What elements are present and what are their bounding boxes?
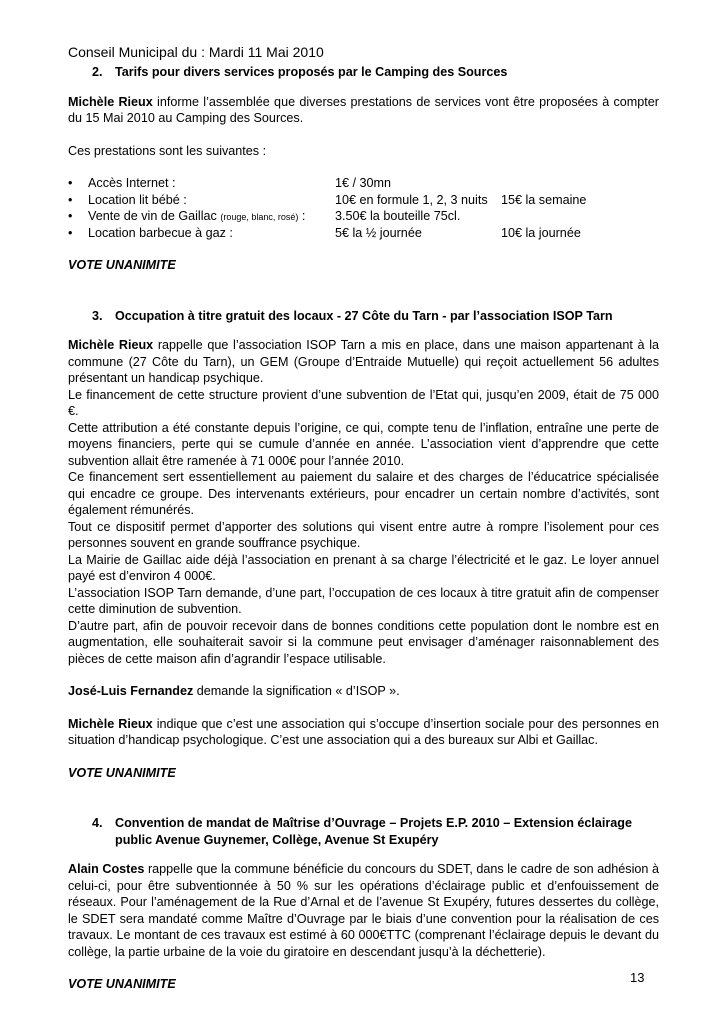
paragraph — [68, 337, 659, 387]
paragraph — [68, 861, 659, 960]
bullet: • — [68, 225, 73, 240]
section-number: 4. — [92, 816, 103, 830]
section-3-title — [92, 308, 659, 325]
paragraph-text: informe l’assemblée que diverses prestations de services vont être proposées à compter du 15 Mai 2010 au Camping des Sources. — [68, 94, 659, 125]
bullet: • — [68, 192, 73, 207]
paragraph: Le financement de cette structure provient d’une subvention de l’Etat qui, jusqu’en 2009, était de 75 000 €. — [68, 387, 659, 418]
section-number: 3. — [92, 308, 103, 323]
paragraph — [68, 716, 659, 749]
item-label-note: (rouge, blanc, rosé) — [220, 212, 299, 222]
item-price: 10€ en formule 1, 2, 3 nuits — [335, 192, 488, 207]
paragraph: L’association ISOP Tarn demande, d’une part, l’occupation de ces locaux à titre gratuit afin de compenser cette diminution de subvention. — [68, 585, 659, 616]
document-page — [68, 43, 659, 1027]
item-extra: 10€ la journée — [501, 225, 581, 240]
speaker-name: Michèle Rieux — [68, 338, 154, 352]
paragraph: D’autre part, afin de pouvoir recevoir dans de bonnes conditions cette population dont le nombre est en augmentation, elle souhaiterait savoir si la commune peut envisager d’aménager raisonnablement des pièces de cette maison afin d’agrandir l’espace utilisable. — [68, 618, 659, 666]
list-intro: Ces prestations sont les suivantes : — [68, 143, 267, 158]
item-extra — [501, 175, 659, 192]
section-number: 2. — [92, 65, 103, 79]
paragraph-text: rappelle que l’association ISOP Tarn a mis en place, dans une maison appartenant à la commune (27 Côte du Tarn), un GEM (Groupe d’Entraide Mutuelle) qui reçoit actuellement 56 adultes présentant un handicap psychique. — [68, 338, 659, 385]
item-price: 3.50€ la bouteille 75cl. — [335, 209, 461, 223]
speaker-name: José-Luis Fernandez — [68, 684, 194, 698]
price-list — [68, 175, 659, 241]
section-2-title — [92, 64, 659, 81]
bullet: • — [68, 209, 73, 223]
speaker-name: Alain Costes — [68, 862, 145, 876]
paragraph-text: rappelle que la commune bénéficie du concours du SDET, dans le cadre de son adhésion à celui-ci, pour être subventionnée à 50 % sur les opérations d’éclairage public et d’enfouissement de réseaux. Pour l’aménagement de la Rue d’Arnal et de l’avenue St Exupéry, futures dessertes du collège, le SDET sera mandaté comme Maître d’Ouvrage par le biais d’une convention pour la réalisation de ces travaux. Le montant de ces travaux est estimé à 60 000€TTC (comprenant l’éclairage depuis le devant du collège, la partie urbaine de la voie du giratoire en descendant jusqu’à la déchetterie). — [68, 862, 659, 959]
paragraph-text: demande la signification « d’ISOP ». — [193, 684, 400, 698]
vote-result: VOTE UNANIMITE — [68, 765, 176, 780]
item-extra — [501, 208, 659, 225]
vote-result: VOTE UNANIMITE — [68, 258, 176, 272]
speaker-name: Michèle Rieux — [68, 716, 153, 731]
item-label: Location barbecue à gaz : — [88, 225, 233, 240]
paragraph: Cette attribution a été constante depuis l’origine, ce qui, compte tenu de l’inflation, entraîne une perte de moyens financiers, perte qui se cumule d’année en année. L’association vient d’apprendre que cette subvention allait être ramenée à 71 000€ pour l’année 2010. — [68, 420, 659, 468]
page-header: Conseil Municipal du : Mardi 11 Mai 2010 — [68, 44, 324, 60]
bullet: • — [68, 176, 73, 190]
list-item — [68, 175, 659, 192]
page-number: 13 — [630, 970, 645, 985]
list-item — [68, 192, 659, 209]
item-label: Vente de vin de Gaillac — [88, 209, 217, 223]
section-heading: Occupation à titre gratuit des locaux - 27 Côte du Tarn - par l’association ISOP Tarn — [115, 308, 613, 323]
item-price: 1€ / 30mn — [335, 176, 392, 190]
paragraph — [68, 94, 659, 127]
vote-result: VOTE UNANIMITE — [68, 977, 176, 991]
item-price: 5€ la ½ journée — [335, 225, 422, 240]
paragraph: Tout ce dispositif permet d’apporter des solutions qui visent entre autre à rompre l’isolement pour ces personnes souvent en grande souffrance psychique. — [68, 519, 659, 550]
item-label: Accès Internet : — [88, 176, 176, 190]
item-extra: 15€ la semaine — [501, 192, 587, 207]
paragraph: Ce financement sert essentiellement au paiement du salaire et des charges de l’éducatrice spécialisée qui encadre ce groupe. Des intervenants extérieurs, pour encadrer un certain nombre d’activités, sont également rémunérés. — [68, 470, 659, 517]
list-item — [68, 208, 659, 225]
paragraph-text: indique que c’est une association qui s’occupe d’insertion sociale pour des personnes en situation d’handicap psychologique. C’est une association qui a des bureaux sur Albi et Gaillac. — [68, 716, 659, 747]
speaker-name: Michèle Rieux — [68, 94, 153, 109]
section-heading: Tarifs pour divers services proposés par le Camping des Sources — [115, 65, 508, 79]
paragraph — [68, 683, 659, 700]
item-label-group — [88, 208, 335, 225]
section-4-title — [92, 815, 659, 848]
item-label: Location lit bébé : — [88, 192, 187, 207]
section-heading: Convention de mandat de Maîtrise d’Ouvrage – Projets E.P. 2010 – Extension éclairage public Avenue Guynemer, Collège, Avenue St Exupéry — [115, 816, 632, 847]
list-item — [68, 225, 659, 242]
item-label-suffix: : — [298, 209, 306, 223]
paragraph: La Mairie de Gaillac aide déjà l’association en prenant à sa charge l’électricité et le gaz. Le loyer annuel payé est d’environ 4 000€. — [68, 552, 659, 583]
